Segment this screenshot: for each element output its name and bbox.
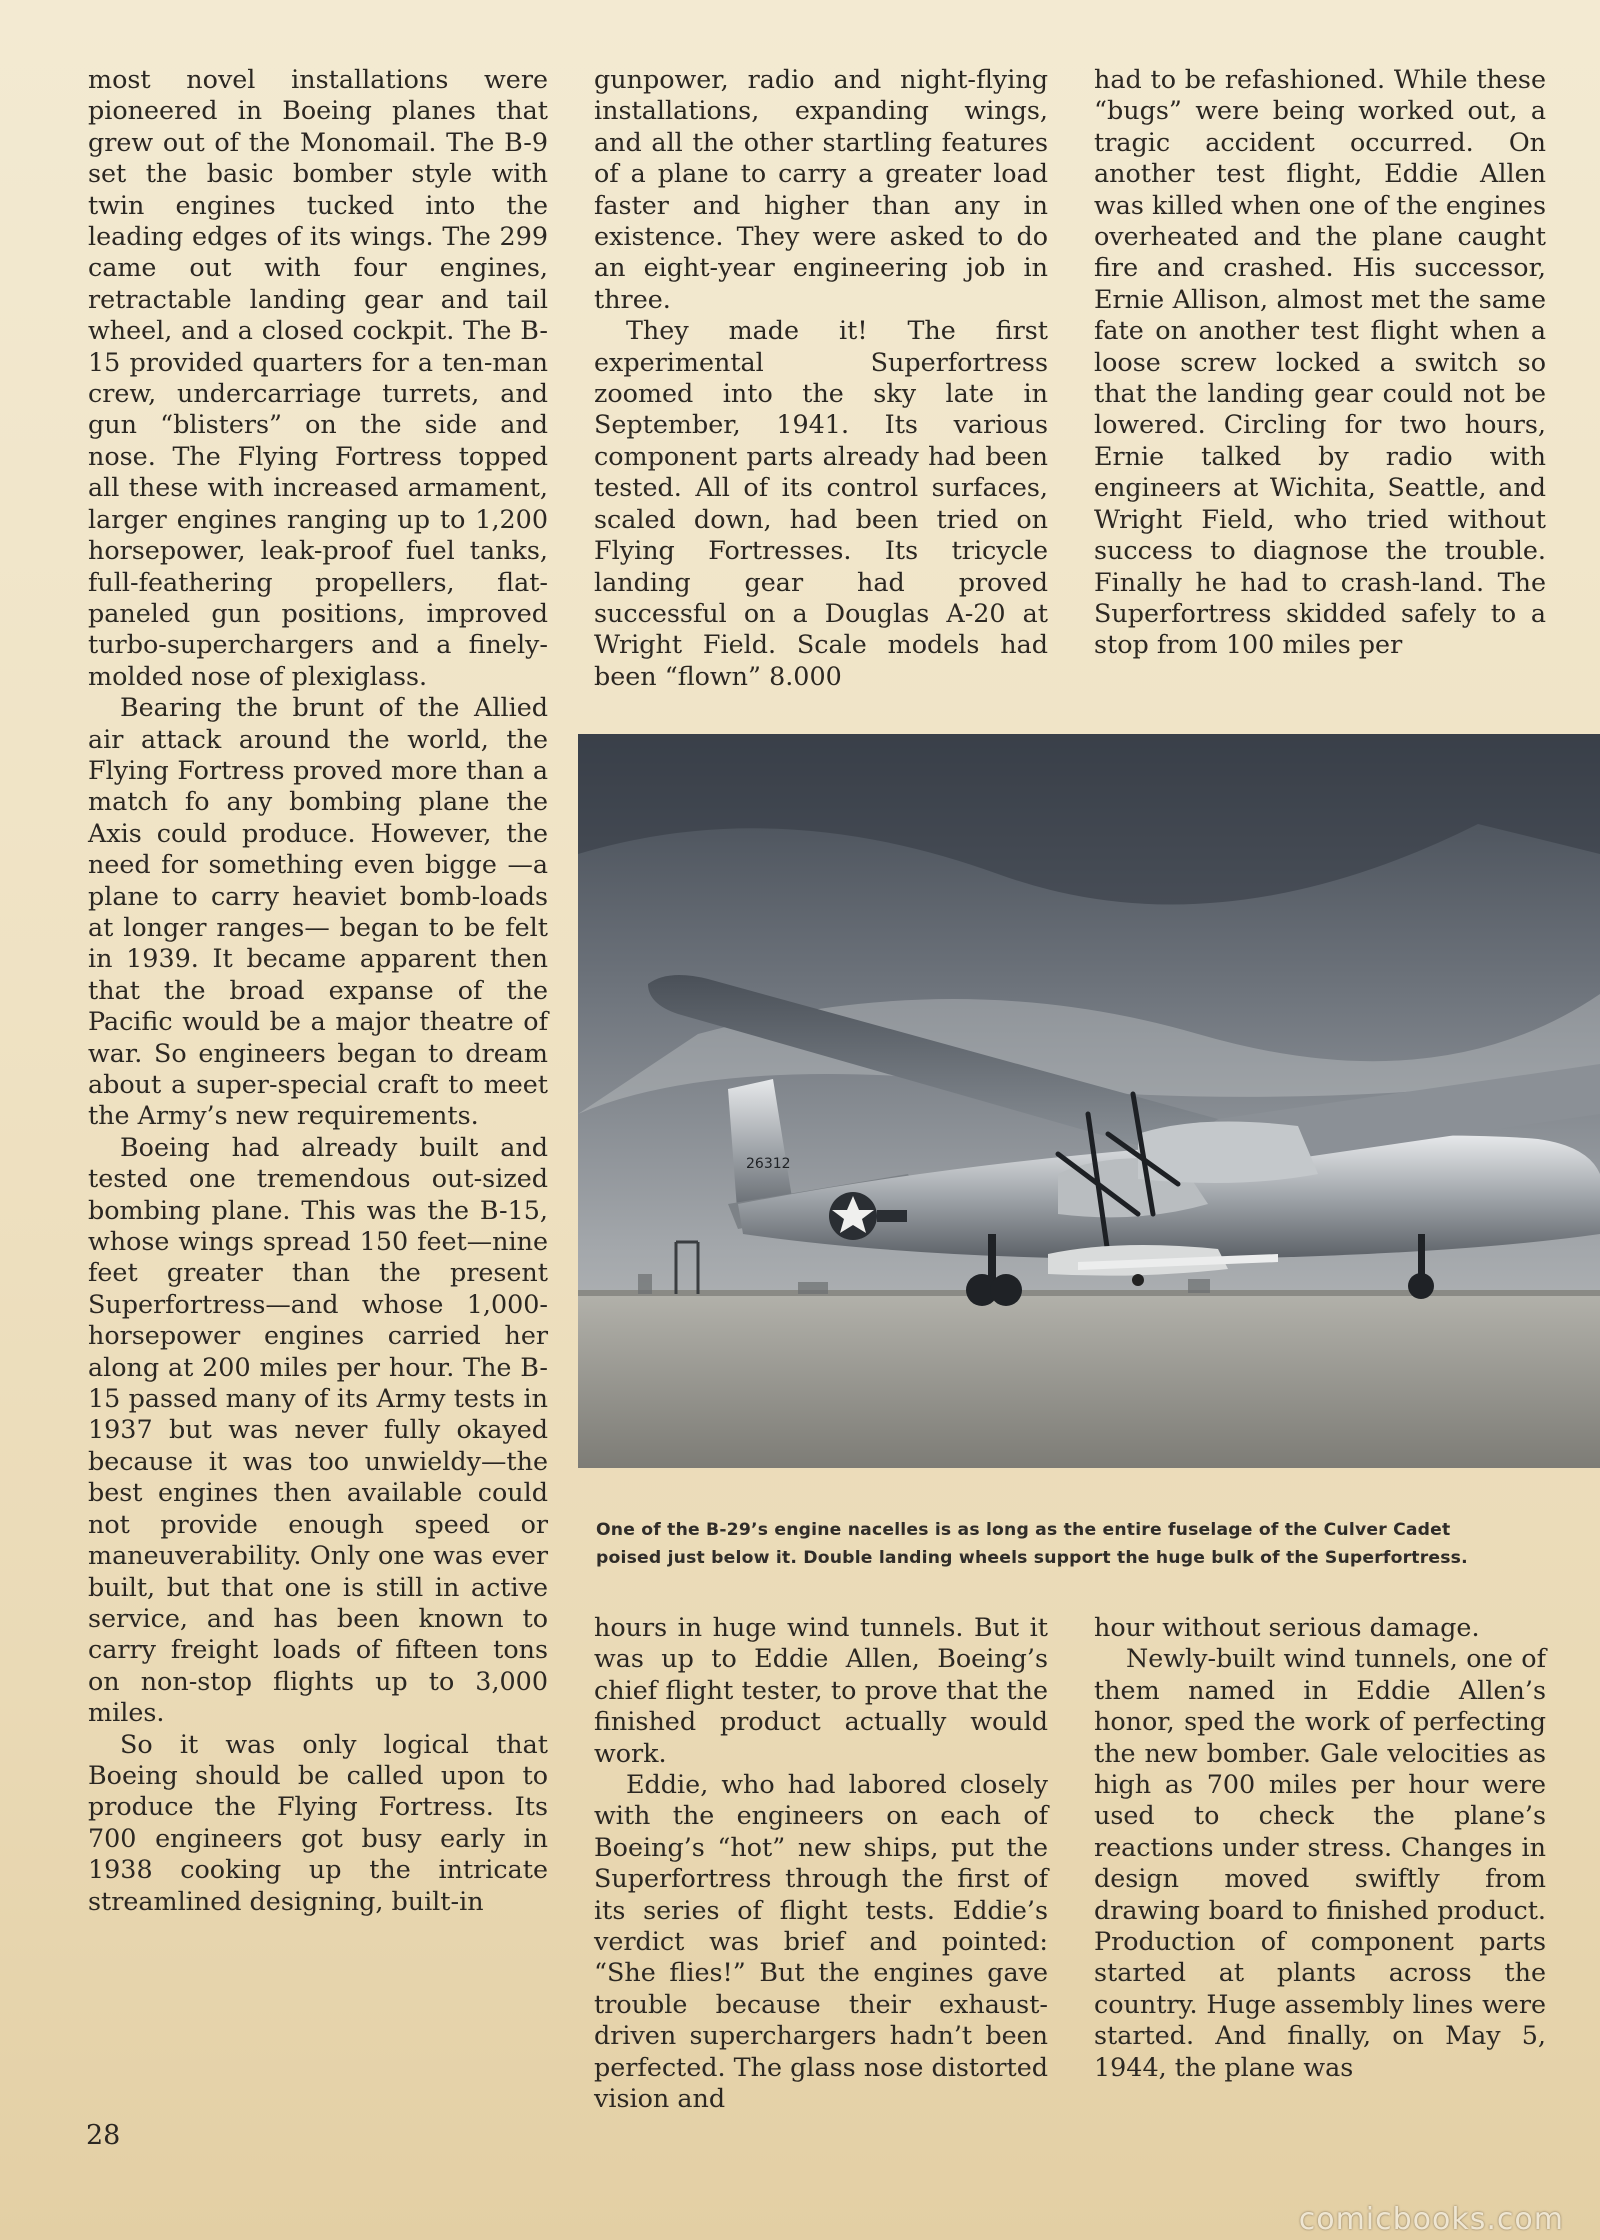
paragraph: had to be refashioned. While these “bugs” were being worked out, a tragic accident occurred. On another test flight, Eddie Allen was killed when one of the engines overheated and the plane caught fire and crashed. His successor, Ernie Allison, almost met the same fate on another test flight when a loose screw locked a switch so that the landing gear could not be lowered. Circling for two hours, Ernie talked by radio with engineers at Wichita, Seattle, and Wright Field, who tried without success to diagnose the trouble. Finally he had to crash-land. The Superfortress skidded safely to a stop from 100 miles per (1094, 64, 1546, 660)
caption-line: One of the B-29’s engine nacelles is as long as the entire fuselage of the Culver Cadet (596, 1520, 1451, 1540)
paragraph: most novel installations were pioneered in Boeing planes that grew out of the Monomail. The B-9 set the basic bomber style with twin engines tucked into the leading edges of its wings. The 299 came out with four engines, retractable landing gear and tail wheel, and a closed cockpit. The B-15 provided quarters for a ten-man crew, undercarriage turrets, and gun “blisters” on the side and nose. The Flying Fortress topped all these with increased armament, larger engines ranging up to 1,200 horsepower, leak-proof fuel tanks, full-feathering propellers, flat-paneled gun positions, improved turbo-superchargers and a finely-molded nose of plexiglass. (88, 64, 548, 691)
text-column-3-top (1094, 64, 1546, 661)
paragraph: hour without serious damage. (1094, 1612, 1480, 1642)
paragraph: Bearing the brunt of the Allied air attack around the world, the Flying Fortress proved more than a match fo any bombing plane the Axis could produce. However, the need for something even bigge —a plane to carry heaviet bomb-loads at longer ranges— began to be felt in 1939. It became apparent then that the broad expanse of the Pacific would be a major theatre of war. So engineers began to dream about a super-special craft to meet the Army’s new requirements. (88, 692, 548, 1131)
paragraph: Eddie, who had labored closely with the engineers on each of Boeing’s “hot” new ships, put the Superfortress through the first of its series of flight tests. Eddie’s verdict was brief and pointed: “She flies!” But the engines gave trouble because their exhaust-driven superchargers hadn’t been perfected. The glass nose distorted vision and (594, 1769, 1048, 2114)
page-number: 28 (86, 2120, 121, 2151)
text-column-2-top (594, 64, 1048, 692)
paragraph: gunpower, radio and night-flying installations, expanding wings, and all the other startling features of a plane to carry a greater load faster and higher than any in existence. They were asked to do an eight-year engineering job in three. (594, 64, 1048, 314)
paragraph: Boeing had already built and tested one tremendous out-sized bombing plane. This was the B-15, whose wings spread 150 feet—nine feet greater than the present Superfortress—and whose 1,000-horsepower engines carried her along at 200 miles per hour. The B-15 passed many of its Army tests in 1937 but was never fully okayed because it was too unwieldy—the best engines then available could not provide enough speed or maneuverability. Only one was ever built, but that one is still in active service, and has been known to carry freight loads of fifteen tons on non-stop flights up to 3,000 miles. (88, 1131, 548, 1728)
tail-number: 26312 (746, 1156, 791, 1172)
caption-line: poised just below it. Double landing wheels support the huge bulk of the Superfortress. (596, 1548, 1468, 1568)
text-column-1 (88, 64, 548, 1917)
paragraph: So it was only logical that Boeing should be called upon to produce the Flying Fortress. Its 700 engineers got busy early in 1938 cooking up the intricate streamlined designing, built-in (88, 1728, 548, 1916)
photo-caption (596, 1516, 1576, 1572)
paragraph: Newly-built wind tunnels, one of them named in Eddie Allen’s honor, sped the work of perfecting the new bomber. Gale velocities as high as 700 miles per hour were used to check the plane’s reactions under stress. Changes in design moved swiftly from drawing board to finished product. Production of component parts started at plants across the country. Huge assembly lines were started. And finally, on May 5, 1944, the plane was (1094, 1643, 1546, 2082)
paragraph: They made it! The first experimental Superfortress zoomed into the sky late in September, 1941. Its various component parts already had been tested. All of its control surfaces, scaled down, had been tried on Flying Fortresses. Its tricycle landing gear had proved successful on a Douglas A-20 at Wright Field. Scale models had been “flown” 8.000 (594, 315, 1048, 691)
text-column-2-bottom (594, 1612, 1048, 2115)
watermark: comicbooks.com (1298, 2202, 1564, 2237)
b29-superfortress-image (578, 734, 1600, 1468)
b29-photograph (578, 734, 1600, 1468)
paragraph: hours in huge wind tunnels. But it was up to Eddie Allen, Boeing’s chief flight tester, to prove that the finished product actually would work. (594, 1612, 1048, 1768)
text-column-3-bottom (1094, 1612, 1546, 2083)
